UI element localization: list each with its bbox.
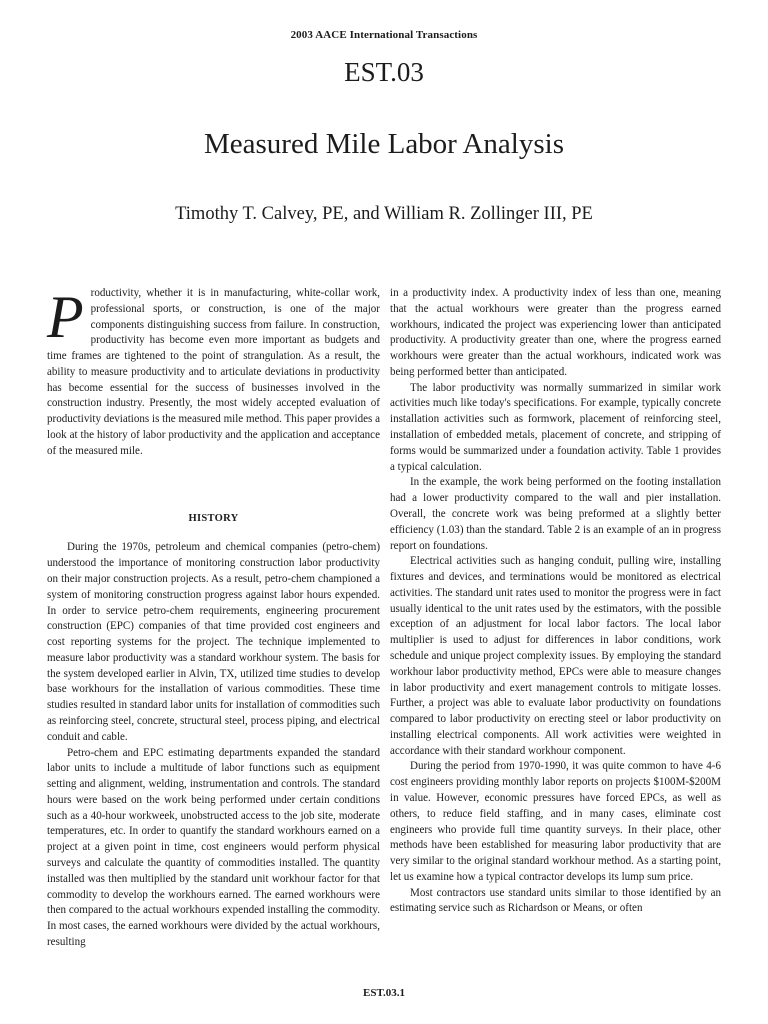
drop-cap: P	[47, 284, 84, 350]
body-paragraph: Most contractors use standard units similar to those identified by an estimating service such as Richardson or Means, or often	[390, 886, 721, 915]
body-paragraph: During the period from 1970-1990, it was quite common to have 4-6 cost engineers providing monthly labor reports on projects $100M-$200M in value. However, economic pressures have forced EPCs, as well as others, to reduce field staffing, and in many cases, eliminate cost engineers who provide full time quantity surveys. In their place, other methods have been established for measuring labor productivity that are very similar to the original standard workhour method. As a starting point, let us examine how a typical contractor develops its lump sum price.	[390, 760, 721, 883]
intro-text: roductivity, whether it is in manufacturing, white-collar work, professional sports, or construction, is one of the major components distinguishing success from failure. In construction, productivity has become even more important as budgets and time frames are tightened to the point of strangulation. As a result, the ability to measure productivity and to articulate deviations in productivity has become essential for the success of businesses involved in the construction industry. Presently, the most widely accepted evaluation of productivity deviations is the measured mile method. This paper provides a look at the history of labor productivity and the application and acceptance of the measured mile.	[47, 287, 380, 457]
body-paragraph: The labor productivity was normally summarized in similar work activities much like today's specifications. For example, typically concrete installation activities such as formwork, placement of reinforcing steel, installation of embedded metals, placement of concrete, and stripping of forms would be summarized under a foundation activity. Table 1 provides a typical calculation.	[390, 381, 721, 473]
section-heading-history: HISTORY	[188, 512, 239, 524]
body-paragraph: In the example, the work being performed on the footing installation had a lower productivity compared to the wall and pier installation. Overall, the concrete work was being preformed at a slightly better efficiency (1.03) than the standard. Table 2 is an example of an in progress report on foundations.	[390, 476, 721, 552]
body-paragraph: During the 1970s, petroleum and chemical companies (petro-chem) understood the importance of monitoring construction labor productivity on their major construction projects. As a result, petro-chem championed a system of monitoring construction progress against labor hours expended. In order to service petro-chem requirements, engineering procurement construction (EPC) companies of that time provided cost engineers and cost reporting systems for the project. The technique implemented to measure labor productivity was a standard workhour system. The basis for the system developed earlier in Alvin, TX, utilized time studies to develop base workhours for the installation of various commodities. These time studies resulted in standard labor units for installation of commodities such as reinforcing steel, concrete, structural steel, process piping, and electrical conduit and cable.	[47, 541, 380, 743]
right-column	[390, 286, 721, 917]
author-line: Timothy T. Calvey, PE, and William R. Zollinger III, PE	[175, 204, 593, 224]
left-column	[47, 286, 380, 951]
intro-paragraph	[47, 286, 380, 460]
running-head: 2003 AACE International Transactions	[290, 29, 478, 41]
paper-code: EST.03	[344, 57, 424, 87]
body-paragraph: in a productivity index. A productivity index of less than one, meaning that the actual workhours were greater than the progress earned workhours, indicated the project was experiencing lower than anticipated productivity. A productivity greater than one, where the progress earned workhours were greater than the actual workhours, indicated work was being performed better than anticipated.	[390, 287, 721, 378]
page-footer: EST.03.1	[363, 987, 405, 999]
paper-title: Measured Mile Labor Analysis	[203, 128, 564, 160]
body-paragraph: Electrical activities such as hanging conduit, pulling wire, installing fixtures and devices, and terminations would be monitored as electrical activities. The standard unit rates used to monitor the progress were in fact usually identical to the unit rates used by the estimators, with the possible exception of an adjustment for local labor factors. The local labor multiplier is used to adjust for differences in labor conditions, work schedule and unique project complexity issues. By employing the standard workhour labor productivity method, EPCs were able to measure changes in labor productivity and exert management controls to mitigate losses. Further, a project was able to evaluate labor productivity on foundations compared to labor productivity on erecting steel or labor productivity on installing electrical components. All work activities were weighted in accordance with their standard workhour component.	[390, 555, 721, 757]
body-paragraph: Petro-chem and EPC estimating departments expanded the standard labor units to include a multitude of labor functions such as equipment setting and alignment, welding, instrumentation and controls. The standard hours were based on the work being performed under certain conditions such as a 40-hour workweek, unobstructed access to the job site, moderate temperatures, etc. In order to quantify the standard workhours earned on a project at a given point in time, cost engineers would perform physical surveys and calculate the quantity of commodities installed. The quantity installed was then multiplied by the standard unit workhour factor for that commodity to develop the workhours earned. The earned workhours were then compared to the actual workhours expended installing the commodity. In most cases, the earned workhours were divided by the actual workhours, resulting	[47, 746, 380, 948]
